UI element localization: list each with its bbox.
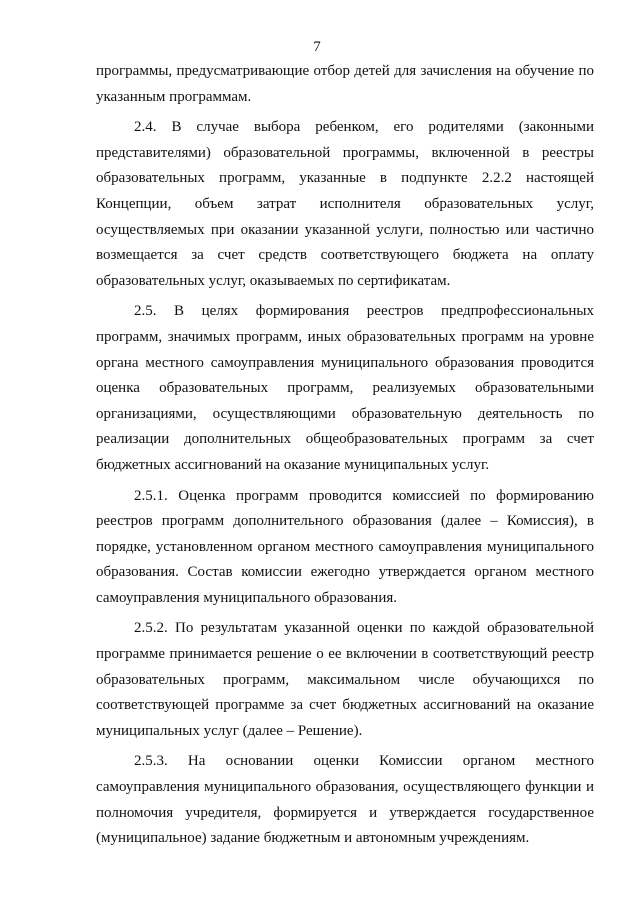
paragraph-2-5-3: 2.5.3. На основании оценки Комиссии органом местного самоуправления муниципального образования, осуществляющего функции и полномочия учредителя, формируется и утверждается государственное (муниципальное) задание бюджетным и автономным учреждениям. — [96, 753, 594, 847]
paragraph-2-5: 2.5. В целях формирования реестров предпрофессиональных программ, значимых программ, иных образовательных программ на уровне органа местного самоуправления муниципального образования проводится оценка образовательных программ, реализуемых образовательными организациями, осуществляющими образовательную деятельность по реализации дополнительных общеобразовательных программ за счет бюджетных ассигнований на оказание муниципальных услуг. — [96, 303, 594, 473]
paragraph-2-5-1: 2.5.1. Оценка программ проводится комиссией по формированию реестров программ дополнительного образования (далее – Комиссия), в порядке, установленном органом местного самоуправления муниципального образования. Состав комиссии ежегодно утверждается органом местного самоуправления муниципального образования. — [96, 487, 594, 606]
paragraph-2-4: 2.4. В случае выбора ребенком, его родителями (законными представителями) образовательной программы, включенной в реестры образовательных программ, указанные в подпункте 2.2.2 настоящей Концепции, объем затрат исполнителя образовательных услуг, осуществляемых при оказании указанной услуги, полностью или частично возмещается за счет средств соответствующего бюджета на оплату образовательных услуг, оказываемых по сертификатам. — [96, 119, 594, 289]
paragraph-2-5-2: 2.5.2. По результатам указанной оценки по каждой образовательной программе принимается решение о ее включении в соответствующий реестр образовательных программ, максимальном числе обучающихся по соответствующей программе за счет бюджетных ассигнований на оказание муниципальных услуг (далее – Решение). — [96, 620, 594, 739]
page-number: 7 — [313, 39, 321, 55]
document-body — [96, 59, 594, 852]
paragraph-continuation: программы, предусматривающие отбор детей для зачисления на обучение по указанным программам. — [96, 63, 594, 105]
